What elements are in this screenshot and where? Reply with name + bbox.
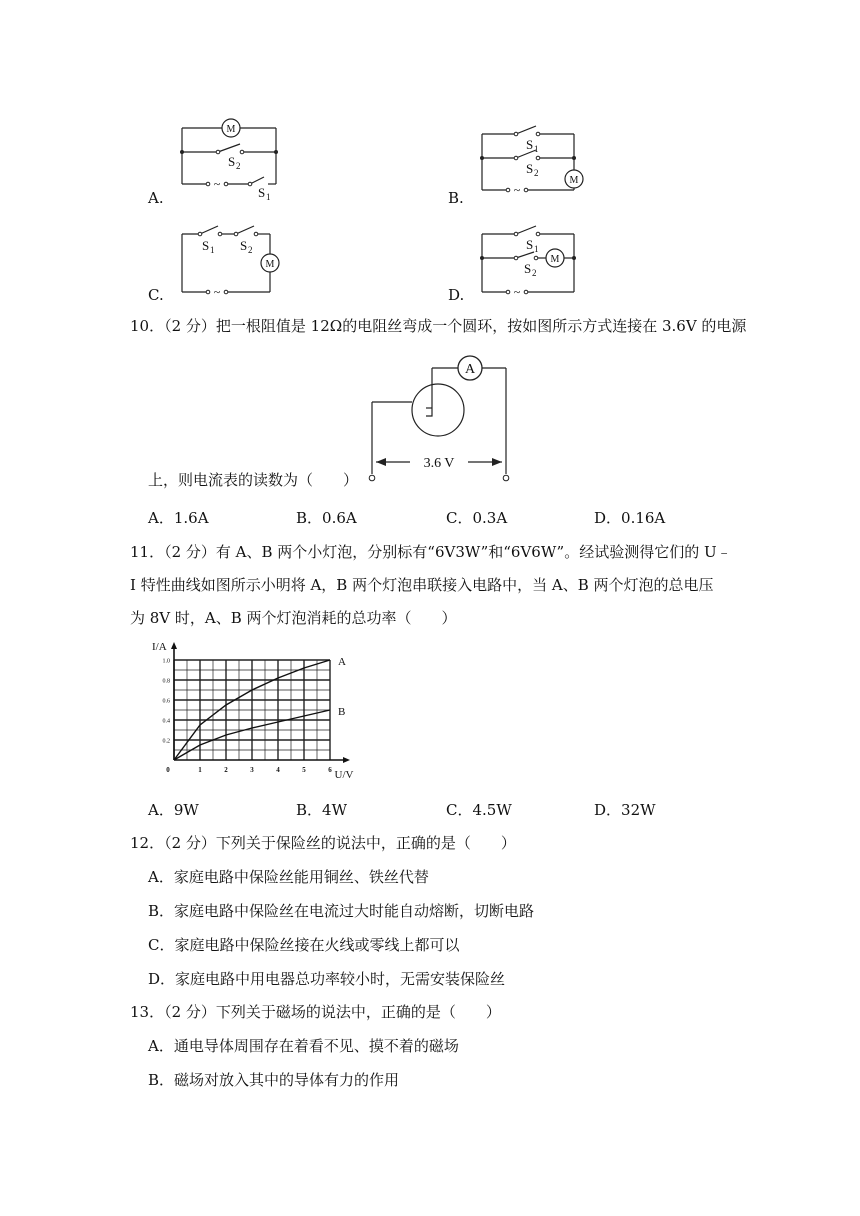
circuit-diagram-c	[170, 222, 290, 302]
switch-subscript: 1	[266, 192, 271, 202]
switch-subscript: 2	[248, 245, 253, 255]
x-tick-label: 4	[276, 766, 280, 774]
q12-choice-c: C．家庭电路中保险丝接在火线或零线上都可以	[148, 936, 460, 954]
circuit-diagram-d	[470, 222, 590, 302]
motor-label: M	[569, 175, 579, 186]
motor-label: M	[226, 124, 236, 135]
q11-choice-d: D．32W	[594, 801, 656, 819]
switch-label: S	[258, 185, 266, 200]
q13-stem: 13．（2 分）下列关于磁场的说法中，正确的是（ ）	[130, 1003, 501, 1021]
power-source-label: ~	[513, 183, 521, 197]
option-b-label: B.	[448, 189, 464, 207]
switch-label: S	[524, 261, 532, 276]
y-tick-label: 0.4	[162, 718, 170, 725]
switch-subscript: 1	[534, 244, 539, 254]
q13-choice-a: A．通电导体周围存在着看不见、摸不着的磁场	[148, 1037, 459, 1055]
switch-label: S	[228, 154, 236, 169]
option-a-label: A.	[148, 189, 164, 207]
chart-grid	[174, 660, 330, 760]
ui-characteristic-chart	[148, 640, 358, 790]
q10-choice-d: D．0.16A	[594, 509, 666, 527]
q11-choice-b: B．4W	[296, 801, 347, 819]
q10-stem-line1: 10．（2 分）把一根阻值是 12Ω的电阻丝弯成一个圆环，按如图所示方式连接在 3.6V 的电源	[130, 317, 747, 335]
q11-stem-line2: I 特性曲线如图所示小明将 A，B 两个灯泡串联接入电路中，当 A、B 两个灯泡的总电压	[130, 576, 714, 594]
x-tick-label: 1	[198, 766, 202, 774]
motor-label: M	[265, 259, 275, 270]
terminal	[369, 475, 375, 481]
series-label-B: B	[338, 706, 346, 718]
q10-choice-c: C．0.3A	[446, 509, 508, 527]
ammeter-label: A	[464, 362, 476, 377]
option-c-label: C.	[148, 286, 164, 304]
x-tick-label: 2	[224, 766, 228, 774]
power-source-label: ~	[213, 285, 221, 299]
x-tick-label: 5	[302, 766, 306, 774]
switch-subscript: 1	[534, 144, 539, 154]
q12-choice-a: A．家庭电路中保险丝能用铜丝、铁丝代替	[148, 868, 429, 886]
x-axis-arrow	[343, 757, 350, 763]
q12-choice-d: D．家庭电路中用电器总功率较小时，无需安装保险丝	[148, 970, 506, 988]
q10-choice-a: A．1.6A	[148, 509, 209, 527]
x-axis-label: U/V	[334, 769, 354, 781]
y-tick-label: 0.2	[162, 738, 170, 745]
y-axis-arrow	[171, 642, 177, 649]
power-source-label: ~	[513, 285, 521, 299]
y-tick-label: 0.8	[162, 678, 170, 685]
circuit-diagram-a	[170, 112, 290, 202]
option-d-label: D.	[448, 286, 465, 304]
switch-subscript: 1	[210, 245, 215, 255]
x-tick-label: 3	[250, 766, 254, 774]
q11-stem-line1: 11．（2 分）有 A、B 两个小灯泡，分别标有“6V3W”和“6V6W”。经试验测得它们的 U﹣	[130, 543, 732, 561]
y-tick-label: 0.6	[162, 698, 170, 705]
y-tick-label: 1.0	[162, 658, 170, 665]
circuit-diagram-b	[470, 122, 590, 202]
switch-label: S	[240, 238, 248, 253]
q11-stem-line3: 为 8V 时，A、B 两个灯泡消耗的总功率（ ）	[130, 609, 457, 627]
ring-circuit-diagram	[360, 350, 520, 485]
q12-choice-b: B．家庭电路中保险丝在电流过大时能自动熔断，切断电路	[148, 902, 535, 920]
x-tick-label: 6	[328, 766, 332, 774]
switch-subscript: 2	[534, 168, 539, 178]
motor-label: M	[550, 254, 560, 265]
terminal	[503, 475, 509, 481]
voltage-label: 3.6 V	[423, 456, 455, 471]
q12-stem: 12．（2 分）下列关于保险丝的说法中，正确的是（ ）	[130, 834, 516, 852]
q11-choice-c: C．4.5W	[446, 801, 512, 819]
switch-label: S	[526, 237, 534, 252]
switch-subscript: 2	[236, 161, 241, 171]
y-axis-label: I/A	[152, 641, 167, 653]
switch-subscript: 2	[532, 268, 537, 278]
x-tick-label: 0	[166, 766, 170, 774]
switch-label: S	[202, 238, 210, 253]
switch-label: S	[526, 137, 534, 152]
switch-label: S	[526, 161, 534, 176]
power-source-label: ~	[213, 177, 221, 191]
series-label-A: A	[338, 656, 346, 668]
q11-choice-a: A．9W	[148, 801, 199, 819]
q13-choice-b: B．磁场对放入其中的导体有力的作用	[148, 1071, 400, 1089]
q10-choice-b: B．0.6A	[296, 509, 357, 527]
q10-stem-line2: 上，则电流表的读数为（ ）	[148, 471, 359, 489]
